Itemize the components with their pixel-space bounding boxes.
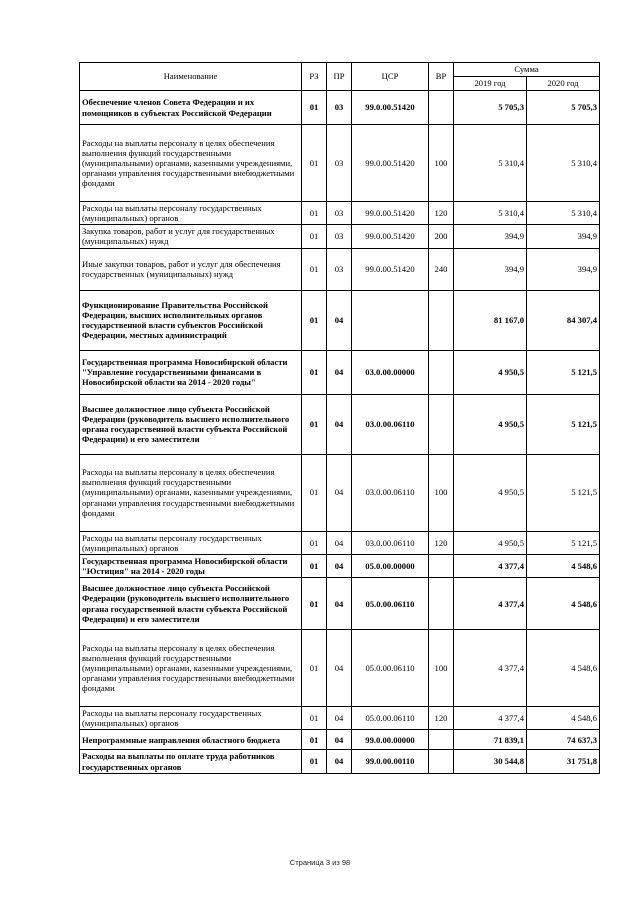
row-value-2019: 4 377,4 bbox=[454, 554, 527, 577]
row-pr: 03 bbox=[327, 125, 352, 202]
header-vr: ВР bbox=[429, 63, 454, 91]
row-vr: 100 bbox=[429, 125, 454, 202]
row-value-2019: 4 950,5 bbox=[454, 350, 527, 394]
table-row bbox=[80, 202, 600, 225]
row-csr: 05.0.00.06110 bbox=[352, 707, 429, 730]
row-value-2019: 4 377,4 bbox=[454, 630, 527, 707]
table-row bbox=[80, 750, 600, 773]
row-value-2019: 4 950,5 bbox=[454, 394, 527, 454]
row-pr: 04 bbox=[327, 290, 352, 350]
row-value-2019: 81 167,0 bbox=[454, 290, 527, 350]
row-csr: 99.0.00.00110 bbox=[352, 750, 429, 773]
table-row bbox=[80, 554, 600, 577]
row-vr: 100 bbox=[429, 630, 454, 707]
row-vr bbox=[429, 91, 454, 125]
header-name: Наименование bbox=[80, 63, 302, 91]
row-value-2020: 31 751,8 bbox=[527, 750, 600, 773]
row-csr: 99.0.00.51420 bbox=[352, 225, 429, 248]
row-value-2019: 4 950,5 bbox=[454, 531, 527, 554]
row-pr: 04 bbox=[327, 630, 352, 707]
row-pr: 04 bbox=[327, 554, 352, 577]
header-year-2019: 2019 год bbox=[454, 77, 527, 91]
row-name: Высшее должностное лицо субъекта Российской Федерации (руководитель высшего исполнительного органа государственной власти субъекта Российской Федерации) и его заместители bbox=[80, 394, 302, 454]
row-value-2019: 4 377,4 bbox=[454, 707, 527, 730]
row-value-2019: 5 310,4 bbox=[454, 125, 527, 202]
table-row bbox=[80, 225, 600, 248]
row-name: Расходы на выплаты персоналу в целях обеспечения выполнения функций государственными (муниципальными) органами, казенными учреждениями, органами управления государственными внебюджетными фондами bbox=[80, 630, 302, 707]
row-name: Расходы на выплаты персоналу государственных (муниципальных) органов bbox=[80, 531, 302, 554]
row-vr: 120 bbox=[429, 707, 454, 730]
row-rz: 01 bbox=[302, 578, 327, 630]
row-name: Закупка товаров, работ и услуг для государственных (муниципальных) нужд bbox=[80, 225, 302, 248]
table-row bbox=[80, 454, 600, 531]
row-value-2020: 394,9 bbox=[527, 225, 600, 248]
header-csr: ЦСР bbox=[352, 63, 429, 91]
header-rz: РЗ bbox=[302, 63, 327, 91]
row-pr: 04 bbox=[327, 350, 352, 394]
row-rz: 01 bbox=[302, 531, 327, 554]
row-pr: 04 bbox=[327, 750, 352, 773]
row-value-2019: 5 705,3 bbox=[454, 91, 527, 125]
row-csr: 99.0.00.51420 bbox=[352, 202, 429, 225]
row-pr: 04 bbox=[327, 394, 352, 454]
table-row bbox=[80, 91, 600, 125]
row-csr: 05.0.00.06110 bbox=[352, 630, 429, 707]
row-pr: 04 bbox=[327, 531, 352, 554]
row-value-2020: 84 307,4 bbox=[527, 290, 600, 350]
row-rz: 01 bbox=[302, 290, 327, 350]
row-name: Иные закупки товаров, работ и услуг для обеспечения государственных (муниципальных) нужд bbox=[80, 248, 302, 290]
table-row bbox=[80, 707, 600, 730]
row-vr bbox=[429, 554, 454, 577]
row-value-2020: 4 548,6 bbox=[527, 707, 600, 730]
row-vr bbox=[429, 394, 454, 454]
row-value-2019: 5 310,4 bbox=[454, 202, 527, 225]
row-name: Расходы на выплаты персоналу государственных (муниципальных) органов bbox=[80, 707, 302, 730]
row-rz: 01 bbox=[302, 454, 327, 531]
row-csr: 99.0.00.00000 bbox=[352, 730, 429, 750]
row-rz: 01 bbox=[302, 248, 327, 290]
row-vr bbox=[429, 350, 454, 394]
row-vr bbox=[429, 290, 454, 350]
row-csr: 03.0.00.06110 bbox=[352, 394, 429, 454]
row-value-2020: 74 637,3 bbox=[527, 730, 600, 750]
row-csr: 05.0.00.06110 bbox=[352, 578, 429, 630]
header-pr: ПР bbox=[327, 63, 352, 91]
row-csr: 99.0.00.51420 bbox=[352, 248, 429, 290]
table-row bbox=[80, 290, 600, 350]
row-pr: 03 bbox=[327, 202, 352, 225]
table-row bbox=[80, 531, 600, 554]
row-rz: 01 bbox=[302, 202, 327, 225]
row-rz: 01 bbox=[302, 125, 327, 202]
row-csr: 03.0.00.00000 bbox=[352, 350, 429, 394]
row-pr: 03 bbox=[327, 248, 352, 290]
row-rz: 01 bbox=[302, 91, 327, 125]
row-value-2019: 71 839,1 bbox=[454, 730, 527, 750]
row-value-2019: 394,9 bbox=[454, 248, 527, 290]
row-value-2019: 4 377,4 bbox=[454, 578, 527, 630]
row-name: Непрограммные направления областного бюджета bbox=[80, 730, 302, 750]
row-vr bbox=[429, 750, 454, 773]
row-csr: 03.0.00.06110 bbox=[352, 531, 429, 554]
budget-table bbox=[79, 62, 600, 774]
row-vr: 240 bbox=[429, 248, 454, 290]
row-pr: 03 bbox=[327, 225, 352, 248]
table-row bbox=[80, 350, 600, 394]
row-pr: 03 bbox=[327, 91, 352, 125]
row-rz: 01 bbox=[302, 350, 327, 394]
row-value-2020: 5 121,5 bbox=[527, 350, 600, 394]
row-pr: 04 bbox=[327, 454, 352, 531]
row-value-2020: 5 121,5 bbox=[527, 531, 600, 554]
row-rz: 01 bbox=[302, 225, 327, 248]
row-value-2020: 5 310,4 bbox=[527, 125, 600, 202]
row-csr: 99.0.00.51420 bbox=[352, 91, 429, 125]
row-vr bbox=[429, 730, 454, 750]
row-csr: 03.0.00.06110 bbox=[352, 454, 429, 531]
page-footer: Страница 3 из 98 bbox=[289, 858, 351, 867]
row-vr: 120 bbox=[429, 202, 454, 225]
row-pr: 04 bbox=[327, 730, 352, 750]
row-vr: 120 bbox=[429, 531, 454, 554]
header-year-2020: 2020 год bbox=[527, 77, 600, 91]
row-name: Высшее должностное лицо субъекта Российской Федерации (руководитель высшего исполнительного органа государственной власти субъекта Российской Федерации) и его заместители bbox=[80, 578, 302, 630]
row-name: Функционирование Правительства Российской Федерации, высших исполнительных органов государственной власти субъектов Российской Федерации, местных администраций bbox=[80, 290, 302, 350]
table-row bbox=[80, 394, 600, 454]
row-name: Расходы на выплаты по оплате труда работников государственных органов bbox=[80, 750, 302, 773]
row-value-2019: 394,9 bbox=[454, 225, 527, 248]
table-row bbox=[80, 578, 600, 630]
row-vr: 100 bbox=[429, 454, 454, 531]
row-value-2020: 4 548,6 bbox=[527, 630, 600, 707]
row-rz: 01 bbox=[302, 730, 327, 750]
row-csr bbox=[352, 290, 429, 350]
table-row bbox=[80, 730, 600, 750]
row-rz: 01 bbox=[302, 554, 327, 577]
row-value-2019: 4 950,5 bbox=[454, 454, 527, 531]
row-value-2020: 4 548,6 bbox=[527, 578, 600, 630]
row-value-2020: 5 310,4 bbox=[527, 202, 600, 225]
row-csr: 05.0.00.00000 bbox=[352, 554, 429, 577]
row-vr bbox=[429, 578, 454, 630]
row-value-2020: 5 121,5 bbox=[527, 394, 600, 454]
row-csr: 99.0.00.51420 bbox=[352, 125, 429, 202]
row-rz: 01 bbox=[302, 750, 327, 773]
table-row bbox=[80, 248, 600, 290]
row-rz: 01 bbox=[302, 630, 327, 707]
table-body bbox=[80, 91, 600, 774]
row-name: Обеспечение членов Совета Федерации и их помощников в субъектах Российской Федерации bbox=[80, 91, 302, 125]
table-row bbox=[80, 630, 600, 707]
row-value-2020: 5 121,5 bbox=[527, 454, 600, 531]
row-vr: 200 bbox=[429, 225, 454, 248]
row-value-2020: 394,9 bbox=[527, 248, 600, 290]
row-pr: 04 bbox=[327, 707, 352, 730]
row-rz: 01 bbox=[302, 707, 327, 730]
row-pr: 04 bbox=[327, 578, 352, 630]
row-name: Расходы на выплаты персоналу государственных (муниципальных) органов bbox=[80, 202, 302, 225]
row-value-2019: 30 544,8 bbox=[454, 750, 527, 773]
row-value-2020: 4 548,6 bbox=[527, 554, 600, 577]
row-rz: 01 bbox=[302, 394, 327, 454]
header-sum: Сумма bbox=[454, 63, 600, 77]
row-name: Расходы на выплаты персоналу в целях обеспечения выполнения функций государственными (муниципальными) органами, казенными учреждениями, органами управления государственными внебюджетными фондами bbox=[80, 454, 302, 531]
table-row bbox=[80, 125, 600, 202]
row-name: Государственная программа Новосибирской области "Управление государственными финансами в Новосибирской области на 2014 - 2020 годы" bbox=[80, 350, 302, 394]
row-value-2020: 5 705,3 bbox=[527, 91, 600, 125]
row-name: Государственная программа Новосибирской области "Юстиция" на 2014 - 2020 годы bbox=[80, 554, 302, 577]
row-name: Расходы на выплаты персоналу в целях обеспечения выполнения функций государственными (муниципальными) органами, казенными учреждениями, органами управления государственными внебюджетными фондами bbox=[80, 125, 302, 202]
